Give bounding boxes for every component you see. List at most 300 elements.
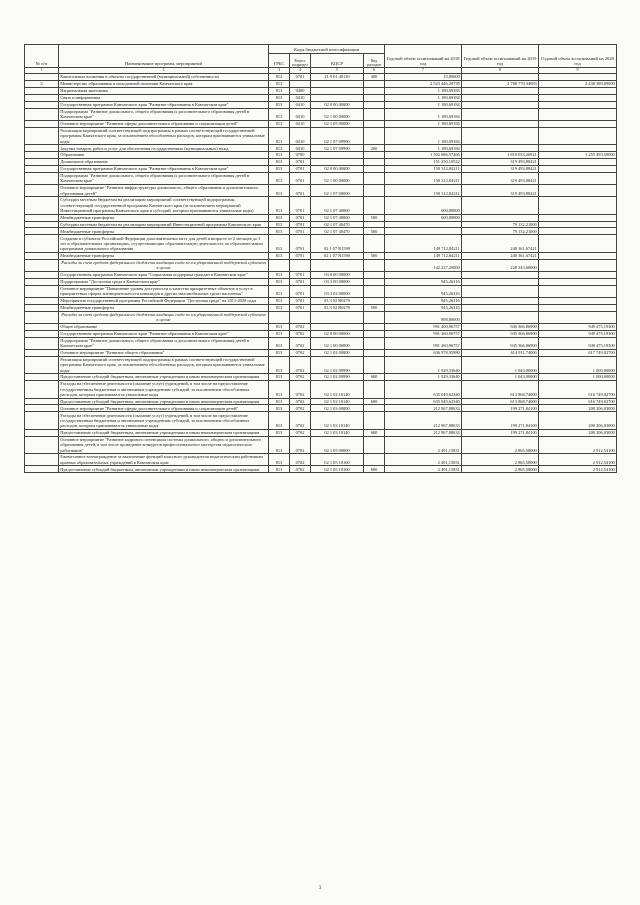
row-section-cell: 0702 — [290, 398, 311, 405]
row-name-cell: Расходы за счет средств федерального бюджета входящих сюда за государственной поддержкой субъекта в целом — [59, 311, 269, 323]
row-grbs-cell: 813 — [269, 454, 290, 466]
row-vr-cell — [364, 285, 385, 297]
row-vr-cell: 400 — [364, 74, 385, 81]
row-vr-cell — [364, 94, 385, 101]
row-2019-cell: 613 868,74000 — [462, 381, 539, 398]
row-section-cell: 0701 — [290, 172, 311, 184]
row-number-cell — [25, 311, 59, 323]
row-2019-cell — [462, 304, 539, 311]
row-2018-cell: 212 967,88633 — [385, 412, 462, 429]
row-vr-cell — [364, 405, 385, 412]
row-section-cell: 0702 — [290, 429, 311, 436]
row-grbs-cell: 813 — [269, 271, 290, 278]
row-2018-cell: 1 180,69184 — [385, 87, 462, 94]
row-vr-cell: 500 — [364, 228, 385, 235]
row-name-cell: Основное мероприятие "Развитие общего образования" — [59, 349, 269, 356]
row-csr-cell: 03 3 00 00000 — [311, 278, 364, 285]
row-2020-cell — [539, 235, 617, 252]
row-section-cell: 0702 — [290, 374, 311, 381]
row-2018-cell: 991 260,96757 — [385, 337, 462, 349]
col-grbs-header: ГРБС — [269, 54, 290, 68]
row-section-cell: 0702 — [290, 337, 311, 349]
row-name-cell: Основное мероприятие "Развитие сферы дополнительного образования и социализации детей" — [59, 405, 269, 412]
row-grbs-cell: 813 — [269, 197, 290, 214]
row-number-cell — [25, 330, 59, 337]
row-2019-cell: 228 343,60000 — [462, 259, 539, 271]
row-csr-cell: 02 0 00 00000 — [311, 165, 364, 172]
column-number: 6 — [364, 68, 385, 74]
row-grbs-cell — [269, 311, 290, 323]
row-section-cell — [290, 311, 311, 323]
row-vr-cell — [364, 184, 385, 196]
row-csr-cell — [311, 152, 364, 159]
row-vr-cell — [364, 311, 385, 323]
table-row — [25, 259, 617, 271]
row-grbs-cell: 813 — [269, 323, 290, 330]
row-2019-cell — [462, 101, 539, 108]
table-row — [25, 412, 617, 429]
row-number-cell — [25, 184, 59, 196]
row-section-cell: 0410 — [290, 145, 311, 152]
table-row — [25, 81, 617, 88]
row-grbs-cell: 813 — [269, 81, 290, 88]
row-2019-cell — [462, 297, 539, 304]
row-csr-cell: 02 1 00 00000 — [311, 337, 364, 349]
row-number-cell — [25, 94, 59, 101]
table-row — [25, 152, 617, 159]
row-name-cell: Межбюджетные трансферты — [59, 228, 269, 235]
table-row — [25, 381, 617, 398]
row-name-cell: Межбюджетные трансферты — [59, 304, 269, 311]
table-row — [25, 436, 617, 453]
row-name-cell: Субсидии местным бюджетам на реализацию мероприятий Инвестиционной программы Камчатского края — [59, 221, 269, 228]
row-2019-cell — [462, 285, 539, 297]
header-row — [25, 45, 617, 54]
row-2018-cell: 2 491,15831 — [385, 454, 462, 466]
row-2020-cell — [539, 228, 617, 235]
row-csr-cell: 02 1 05 00000 — [311, 120, 364, 127]
row-number-cell — [25, 436, 59, 453]
row-vr-cell: 600 — [364, 374, 385, 381]
row-grbs-cell: 813 — [269, 145, 290, 152]
row-name-cell: Основное мероприятие "Повышение уровня доступности и качества приоритетных объектов и услуг в приоритетных сферах жизнедеятельности инвалидов и других маломобильных групп населения" — [59, 285, 269, 297]
row-number-cell — [25, 381, 59, 398]
row-name-cell: Реализация мероприятий соответствующей подпрограммы в рамках соответствующей государственной программы Камчатского края, за исключением обособленных расходов, которым присваиваются уникальные коды — [59, 127, 269, 144]
table-row — [25, 235, 617, 252]
row-number-cell — [25, 297, 59, 304]
row-2019-cell: 945 366,86900 — [462, 337, 539, 349]
row-name-cell: Субсидии местным бюджетам на реализацию мероприятий соответствующей подпрограммы соответствующей государственной программы Камчатского края (за исключением мероприятий Инвестиционной программы Камчатского края и субсидий, которым присваиваются уникальные коды) — [59, 197, 269, 214]
row-section-cell: 0701 — [290, 74, 311, 81]
table-row — [25, 87, 617, 94]
row-2020-cell: 2 438 389,09000 — [539, 81, 617, 88]
table-row — [25, 278, 617, 285]
table-row — [25, 228, 617, 235]
row-section-cell: 0701 — [290, 297, 311, 304]
row-vr-cell — [364, 197, 385, 214]
page-number: 3 — [318, 885, 322, 891]
row-grbs-cell: 813 — [269, 429, 290, 436]
row-grbs-cell: 813 — [269, 87, 290, 94]
row-csr-cell — [311, 94, 364, 101]
row-name-cell: Предоставление субсидий бюджетным, автономным учреждениям и иным некоммерческим организациям — [59, 466, 269, 473]
table-row — [25, 311, 617, 323]
row-2018-cell: 1 502 686,57266 — [385, 152, 462, 159]
column-number: 2 — [59, 68, 269, 74]
row-vr-cell — [364, 152, 385, 159]
row-2020-cell: 949 475,19300 — [539, 337, 617, 349]
row-number-cell — [25, 152, 59, 159]
row-number-cell — [25, 214, 59, 221]
row-2019-cell: 319 493,88421 — [462, 172, 539, 184]
row-grbs-cell: 813 — [269, 158, 290, 165]
row-vr-cell — [364, 120, 385, 127]
row-name-cell: Расходы на обеспечение деятельности (оказание услуг) учреждений, в том числе на предоставление государственным бюджетным и автономным учреждениям субсидий, за исключением обособленных расходов, которым присваиваются уникальные коды — [59, 412, 269, 429]
row-2018-cell: 600,00000 — [385, 214, 462, 221]
row-number-cell — [25, 337, 59, 349]
table-row — [25, 94, 617, 101]
col-2019-header: Годовой объем ассигнований на 2019 год — [462, 45, 539, 68]
row-section-cell: 0702 — [290, 436, 311, 453]
row-2020-cell — [539, 87, 617, 94]
row-2018-cell: 636 978,95980 — [385, 349, 462, 356]
column-number: 8 — [462, 68, 539, 74]
row-section-cell: 0701 — [290, 165, 311, 172]
row-2018-cell: 1 180,69184 — [385, 145, 462, 152]
row-2020-cell — [539, 278, 617, 285]
row-csr-cell: 02 1 02 09990 — [311, 356, 364, 373]
row-2019-cell — [462, 214, 539, 221]
row-2020-cell — [539, 172, 617, 184]
row-2020-cell — [539, 259, 617, 271]
row-grbs-cell: 813 — [269, 221, 290, 228]
row-section-cell — [290, 81, 311, 88]
row-2020-cell — [539, 101, 617, 108]
row-name-cell: Расходы на обеспечение деятельности (оказание услуг) учреждений, в том числе на предоставление государственным бюджетным и автономным учреждениям субсидий, за исключением обособленных расходов, которым присваиваются уникальные коды — [59, 381, 269, 398]
row-2020-cell — [539, 197, 617, 214]
row-csr-cell: 02 1 03 10140 — [311, 429, 364, 436]
row-2018-cell: 149 712,84211 — [385, 252, 462, 259]
row-2019-cell: 2 865,58000 — [462, 454, 539, 466]
row-name-cell: Подпрограмма "Развитие дошкольного, общего образования и дополнительного образования детей в Камчатском крае" — [59, 108, 269, 120]
row-2019-cell: 319 493,88421 — [462, 184, 539, 196]
row-section-cell: 0410 — [290, 120, 311, 127]
row-2019-cell — [462, 120, 539, 127]
row-section-cell: 0400 — [290, 87, 311, 94]
table-row — [25, 158, 617, 165]
row-csr-cell: 02 1 07 40470 — [311, 221, 364, 228]
row-name-cell: Основное мероприятие "Развитие кадрового потенциала системы дошкольного, общего и дополнительного образования детей, в том числе проведение конкурсов профессионального мастерства педагогических работников" — [59, 436, 269, 453]
row-2020-cell: 616 749,02700 — [539, 381, 617, 398]
row-name-cell: Министерство образования и молодежной политики Камчатского края — [59, 81, 269, 88]
row-csr-cell: 02 1 02 10140 — [311, 381, 364, 398]
row-2020-cell: 949 475,19300 — [539, 323, 617, 330]
row-2019-cell — [462, 278, 539, 285]
row-number-cell — [25, 228, 59, 235]
row-number-cell — [25, 252, 59, 259]
row-name-cell: Национальная экономика — [59, 87, 269, 94]
row-vr-cell — [364, 81, 385, 88]
row-csr-cell — [311, 259, 364, 271]
row-section-cell: 0700 — [290, 152, 311, 159]
row-2020-cell — [539, 108, 617, 120]
row-section-cell — [290, 259, 311, 271]
row-name-cell: Межбюджетные трансферты — [59, 252, 269, 259]
table-row — [25, 398, 617, 405]
row-name-cell: Ежемесячное вознаграждение за выполнение функций классного руководителя педагогическим работникам краевых образовательных учреждений в Камчатском крае — [59, 454, 269, 466]
row-csr-cell: 02 1 03 00000 — [311, 405, 364, 412]
row-2020-cell — [539, 221, 617, 228]
row-2018-cell: 945,26316 — [385, 304, 462, 311]
row-vr-cell — [364, 330, 385, 337]
table-row — [25, 252, 617, 259]
table-row — [25, 374, 617, 381]
row-2020-cell: 200 206,03000 — [539, 405, 617, 412]
row-2018-cell: 1 180,69184 — [385, 127, 462, 144]
table-row — [25, 271, 617, 278]
row-number-cell — [25, 197, 59, 214]
row-grbs-cell: 813 — [269, 374, 290, 381]
row-grbs-cell: 813 — [269, 214, 290, 221]
row-2020-cell: 200 206,03000 — [539, 412, 617, 429]
table-row — [25, 304, 617, 311]
row-vr-cell — [364, 108, 385, 120]
column-number: 9 — [539, 68, 617, 74]
row-vr-cell — [364, 412, 385, 429]
row-grbs-cell: 813 — [269, 108, 290, 120]
row-2018-cell: 151 250,10522 — [385, 158, 462, 165]
row-2018-cell: 15,00000 — [385, 74, 462, 81]
row-csr-cell: 02 0 00 00000 — [311, 330, 364, 337]
row-grbs-cell: 812 — [269, 74, 290, 81]
row-2020-cell: 616 749,02700 — [539, 398, 617, 405]
row-section-cell: 0701 — [290, 228, 311, 235]
row-vr-cell: 500 — [364, 214, 385, 221]
row-section-cell: 0702 — [290, 466, 311, 473]
row-name-cell: Предоставление субсидий бюджетным, автономным учреждениям и иным некоммерческим организациям — [59, 374, 269, 381]
row-2020-cell: 2 912,54100 — [539, 466, 617, 473]
row-section-cell: 0701 — [290, 285, 311, 297]
row-section-cell: 0410 — [290, 127, 311, 144]
row-2019-cell — [462, 74, 539, 81]
row-number-cell — [25, 356, 59, 373]
row-grbs-cell: 813 — [269, 381, 290, 398]
row-grbs-cell: 813 — [269, 172, 290, 184]
table-row — [25, 184, 617, 196]
column-number: 1 — [25, 68, 59, 74]
row-name-cell: Связь и информатика — [59, 94, 269, 101]
row-number-cell — [25, 165, 59, 172]
row-number-cell — [25, 74, 59, 81]
row-grbs-cell: 813 — [269, 120, 290, 127]
row-2018-cell: 149 712,84211 — [385, 235, 462, 252]
row-csr-cell: 03 3 02 R0270 — [311, 304, 364, 311]
row-csr-cell — [311, 87, 364, 94]
row-name-cell: Основное мероприятие "Развитие сферы дополнительного образования и социализации детей" — [59, 120, 269, 127]
row-vr-cell — [364, 165, 385, 172]
table-row — [25, 221, 617, 228]
table-row — [25, 323, 617, 330]
row-2020-cell: 617 749,02700 — [539, 349, 617, 356]
row-2018-cell: 945,26316 — [385, 297, 462, 304]
row-2018-cell: 1 929,33640 — [385, 356, 462, 373]
col-2018-header: Годовой объем ассигнований на 2018 год — [385, 45, 462, 68]
row-grbs-cell: 813 — [269, 337, 290, 349]
col-2020-header: Годовой объем ассигнований на 2020 год — [539, 45, 617, 68]
row-2018-cell: 1 180,69184 — [385, 101, 462, 108]
row-grbs-cell: 813 — [269, 235, 290, 252]
table-row — [25, 101, 617, 108]
row-csr-cell: 02 0 00 00000 — [311, 101, 364, 108]
table-row — [25, 127, 617, 144]
row-section-cell: 0702 — [290, 349, 311, 356]
row-2020-cell: 200 206,03000 — [539, 429, 617, 436]
row-number-cell — [25, 235, 59, 252]
row-grbs-cell: 813 — [269, 278, 290, 285]
row-2019-cell — [462, 87, 539, 94]
table-row — [25, 337, 617, 349]
row-name-cell: Подпрограмма "Развитие дошкольного, общего образования и дополнительного образования детей в Камчатском крае" — [59, 337, 269, 349]
row-2020-cell — [539, 252, 617, 259]
row-2018-cell: 898,00000 — [385, 311, 462, 323]
row-2018-cell: 991 260,96757 — [385, 330, 462, 337]
row-number-cell — [25, 259, 59, 271]
row-csr-cell — [311, 158, 364, 165]
col-vr-header: Вид расходов — [364, 54, 385, 68]
row-section-cell: 0701 — [290, 221, 311, 228]
row-csr-cell: 02 1 05 00000 — [311, 436, 364, 453]
row-2019-cell: 240 361,67421 — [462, 235, 539, 252]
table-row — [25, 165, 617, 172]
row-grbs-cell: 813 — [269, 330, 290, 337]
row-number-cell — [25, 221, 59, 228]
row-section-cell: 0410 — [290, 108, 311, 120]
row-2020-cell — [539, 304, 617, 311]
row-number-cell — [25, 398, 59, 405]
col-csr-header: КЦСР — [311, 54, 364, 68]
table-row — [25, 74, 617, 81]
table-row — [25, 197, 617, 214]
row-vr-cell — [364, 337, 385, 349]
row-csr-cell: 02 1 00 00000 — [311, 108, 364, 120]
row-vr-cell: 500 — [364, 252, 385, 259]
row-2018-cell: 600,00000 — [385, 197, 462, 214]
row-name-cell: Государственная программа Камчатского края "Развитие образования в Камчатском крае" — [59, 165, 269, 172]
table-row — [25, 356, 617, 373]
table-row — [25, 108, 617, 120]
row-number-cell — [25, 271, 59, 278]
table-row — [25, 214, 617, 221]
row-number-cell — [25, 304, 59, 311]
row-2019-cell — [462, 271, 539, 278]
row-grbs-cell: 813 — [269, 412, 290, 429]
table-row — [25, 330, 617, 337]
row-grbs-cell: 813 — [269, 94, 290, 101]
row-section-cell: 0701 — [290, 235, 311, 252]
row-2018-cell: 2 523 446,20739 — [385, 81, 462, 88]
row-section-cell: 0702 — [290, 356, 311, 373]
row-number-cell — [25, 158, 59, 165]
row-2020-cell — [539, 285, 617, 297]
row-2019-cell: 319 493,88421 — [462, 158, 539, 165]
row-name-cell: Государственная программа Камчатского края "Развитие образования в Камчатском крае" — [59, 101, 269, 108]
row-csr-cell: 03 3 02 R0270 — [311, 297, 364, 304]
row-vr-cell — [364, 278, 385, 285]
row-2019-cell: 2 865,58000 — [462, 466, 539, 473]
row-csr-cell: 02 1 02 09990 — [311, 374, 364, 381]
row-csr-cell — [311, 323, 364, 330]
row-2020-cell — [539, 311, 617, 323]
row-2019-cell: 2 788 770,34083 — [462, 81, 539, 88]
row-2019-cell: 1 043,00000 — [462, 374, 539, 381]
row-grbs-cell: 813 — [269, 101, 290, 108]
row-csr-cell — [311, 81, 364, 88]
row-name-cell: Подпрограмма "Доступная среда в Камчатском крае" — [59, 278, 269, 285]
row-2019-cell — [462, 311, 539, 323]
row-2019-cell: 945 366,86900 — [462, 323, 539, 330]
table-row — [25, 349, 617, 356]
row-2018-cell — [385, 221, 462, 228]
row-csr-cell: 02 1 07 40060 — [311, 214, 364, 221]
table-row — [25, 429, 617, 436]
row-vr-cell — [364, 349, 385, 356]
row-csr-cell: 02 1 07 40060 — [311, 197, 364, 214]
column-number: 3 — [269, 68, 290, 74]
row-2019-cell — [462, 94, 539, 101]
row-number-cell — [25, 466, 59, 473]
row-grbs-cell: 813 — [269, 349, 290, 356]
row-2020-cell — [539, 271, 617, 278]
row-number-cell — [25, 278, 59, 285]
row-name-cell: Подпрограмма "Развитие дошкольного, общего образования и дополнительного образования детей в Камчатском крае" — [59, 172, 269, 184]
row-name-cell: Дошкольное образование — [59, 158, 269, 165]
row-number-cell: 3 — [25, 81, 59, 88]
row-2018-cell: 142 227,20000 — [385, 259, 462, 271]
row-grbs-cell: 813 — [269, 184, 290, 196]
row-section-cell: 0702 — [290, 381, 311, 398]
row-number-cell — [25, 374, 59, 381]
row-vr-cell — [364, 259, 385, 271]
row-csr-cell: 21 9 01 40130 — [311, 74, 364, 81]
row-number-cell — [25, 405, 59, 412]
row-section-cell: 0410 — [290, 94, 311, 101]
col-name-header: Наименование программ, мероприятий — [59, 45, 269, 68]
row-2020-cell — [539, 127, 617, 144]
row-section-cell: 0701 — [290, 158, 311, 165]
row-2018-cell: 1 180,69184 — [385, 108, 462, 120]
row-2018-cell: 212 967,88633 — [385, 405, 462, 412]
row-2019-cell: 1 043,00000 — [462, 356, 539, 373]
row-section-cell: 0702 — [290, 454, 311, 466]
row-2018-cell — [385, 228, 462, 235]
row-2019-cell: 240 361,67421 — [462, 252, 539, 259]
row-name-cell: Образование — [59, 152, 269, 159]
row-csr-cell — [311, 311, 364, 323]
row-name-cell: Закупка товаров, работ и услуг для обеспечения государственных (муниципальных) нужд — [59, 145, 269, 152]
row-vr-cell — [364, 356, 385, 373]
row-section-cell: 0701 — [290, 197, 311, 214]
table-row — [25, 172, 617, 184]
row-2019-cell: 79 132,21000 — [462, 221, 539, 228]
row-2020-cell: 949 475,19300 — [539, 330, 617, 337]
row-2019-cell: 199 271,84100 — [462, 412, 539, 429]
row-section-cell: 0701 — [290, 304, 311, 311]
row-section-cell: 0702 — [290, 405, 311, 412]
table-row — [25, 297, 617, 304]
row-vr-cell: 200 — [364, 145, 385, 152]
table-row — [25, 145, 617, 152]
col-num-header: № п/п — [25, 45, 59, 68]
